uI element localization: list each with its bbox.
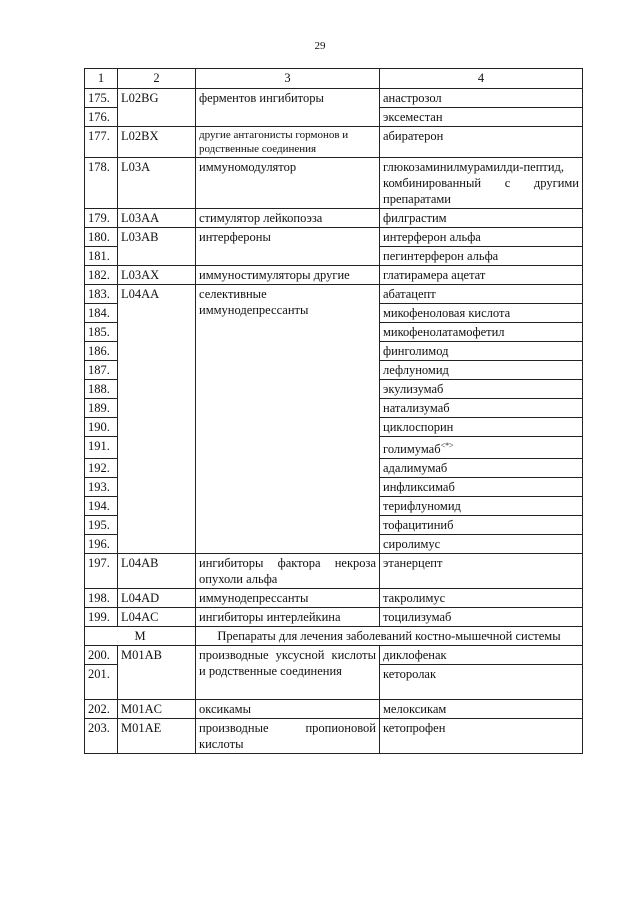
row-number: 201. [85, 665, 118, 700]
section-row [85, 627, 583, 646]
drug-name: сиролимус [380, 535, 583, 554]
footnote-mark: <*> [440, 441, 454, 450]
table-row [85, 266, 583, 285]
drug-name: глатирамера ацетат [380, 266, 583, 285]
drug-name: анастрозол [380, 89, 583, 108]
drug-name: тоцилизумаб [380, 608, 583, 627]
atc-code: L04AB [118, 554, 196, 589]
drug-name: глюкозаминилмурамилди-пептид, комбинированный с другими препаратами [380, 158, 583, 209]
page-number: 29 [314, 40, 326, 52]
atc-code: M01AE [118, 719, 196, 754]
pharm-group: интерфероны [196, 228, 380, 266]
table-row [85, 127, 583, 158]
row-number: 199. [85, 608, 118, 627]
table-row [85, 285, 583, 304]
row-number: 183. [85, 285, 118, 304]
pharm-group: иммуномодулятор [196, 158, 380, 209]
drug-name-text: голимумаб [383, 442, 441, 457]
row-number: 181. [85, 247, 118, 266]
atc-code: L04AC [118, 608, 196, 627]
pharm-group: ингибиторы интерлейкина [196, 608, 380, 627]
row-number: 176. [85, 108, 118, 127]
atc-code: M01AB [118, 646, 196, 700]
row-number: 190. [85, 418, 118, 437]
section-code: M [85, 627, 196, 646]
drug-name: интерферон альфа [380, 228, 583, 247]
row-number: 177. [85, 127, 118, 158]
table-row [85, 700, 583, 719]
pharm-group: иммуностимуляторы другие [196, 266, 380, 285]
row-number: 175. [85, 89, 118, 108]
pharm-group: ферментов ингибиторы [196, 89, 380, 127]
row-number: 203. [85, 719, 118, 754]
header-col-4: 4 [380, 69, 583, 89]
row-number: 195. [85, 516, 118, 535]
pharm-group: оксикамы [196, 700, 380, 719]
table-row [85, 608, 583, 627]
pharm-group: другие антагонисты гормонов и родственные соединения [196, 127, 380, 158]
atc-code: L03AX [118, 266, 196, 285]
row-number: 202. [85, 700, 118, 719]
drug-name: циклоспорин [380, 418, 583, 437]
drug-name: финголимод [380, 342, 583, 361]
row-number: 197. [85, 554, 118, 589]
table-row [85, 209, 583, 228]
header-col-2: 2 [118, 69, 196, 89]
row-number: 196. [85, 535, 118, 554]
row-number: 193. [85, 478, 118, 497]
atc-code: L04AD [118, 589, 196, 608]
drug-name: пегинтерферон альфа [380, 247, 583, 266]
drug-name: диклофенак [380, 646, 583, 665]
atc-code: L03AB [118, 228, 196, 266]
table-row [85, 554, 583, 589]
header-col-1: 1 [85, 69, 118, 89]
drug-name: абиратерон [380, 127, 583, 158]
drug-name: микофеноловая кислота [380, 304, 583, 323]
row-number: 187. [85, 361, 118, 380]
row-number: 179. [85, 209, 118, 228]
row-number: 191. [85, 437, 118, 459]
atc-code: L04AA [118, 285, 196, 554]
drug-name: микофенолатамофетил [380, 323, 583, 342]
table-row [85, 589, 583, 608]
row-number: 198. [85, 589, 118, 608]
table-row [85, 228, 583, 247]
drug-name: кеторолак [380, 665, 583, 700]
drug-name: лефлуномид [380, 361, 583, 380]
drug-table [84, 68, 583, 754]
drug-name: мелоксикам [380, 700, 583, 719]
table-row [85, 719, 583, 754]
atc-code: L03A [118, 158, 196, 209]
drug-name: кетопрофен [380, 719, 583, 754]
table-header-row [85, 69, 583, 89]
row-number: 188. [85, 380, 118, 399]
drug-name: абатацепт [380, 285, 583, 304]
pharm-group: селективные иммунодепрессанты [196, 285, 380, 554]
atc-code: L02BG [118, 89, 196, 127]
table-row [85, 89, 583, 108]
pharm-group: ингибиторы фактора некроза опухоли альфа [196, 554, 380, 589]
row-number: 194. [85, 497, 118, 516]
drug-name: такролимус [380, 589, 583, 608]
drug-name: тофацитиниб [380, 516, 583, 535]
row-number: 184. [85, 304, 118, 323]
row-number: 182. [85, 266, 118, 285]
row-number: 180. [85, 228, 118, 247]
row-number: 200. [85, 646, 118, 665]
row-number: 185. [85, 323, 118, 342]
pharm-group: производные пропионовой кислоты [196, 719, 380, 754]
pharm-group: стимулятор лейкопоэза [196, 209, 380, 228]
drug-name: экулизумаб [380, 380, 583, 399]
table-row [85, 646, 583, 665]
row-number: 178. [85, 158, 118, 209]
drug-name: терифлуномид [380, 497, 583, 516]
drug-name [380, 437, 583, 459]
atc-code: M01AC [118, 700, 196, 719]
drug-name: инфликсимаб [380, 478, 583, 497]
row-number: 189. [85, 399, 118, 418]
row-number: 192. [85, 459, 118, 478]
row-number: 186. [85, 342, 118, 361]
header-col-3: 3 [196, 69, 380, 89]
atc-code: L02BX [118, 127, 196, 158]
pharm-group: производные уксусной кислоты и родственные соединения [196, 646, 380, 700]
pharm-group: иммунодепрессанты [196, 589, 380, 608]
drug-name: натализумаб [380, 399, 583, 418]
atc-code: L03AA [118, 209, 196, 228]
drug-name: адалимумаб [380, 459, 583, 478]
drug-name: эксеместан [380, 108, 583, 127]
drug-name: филграстим [380, 209, 583, 228]
table-row [85, 158, 583, 209]
section-title: Препараты для лечения заболеваний костно-мышечной системы [196, 627, 583, 646]
drug-name: этанерцепт [380, 554, 583, 589]
